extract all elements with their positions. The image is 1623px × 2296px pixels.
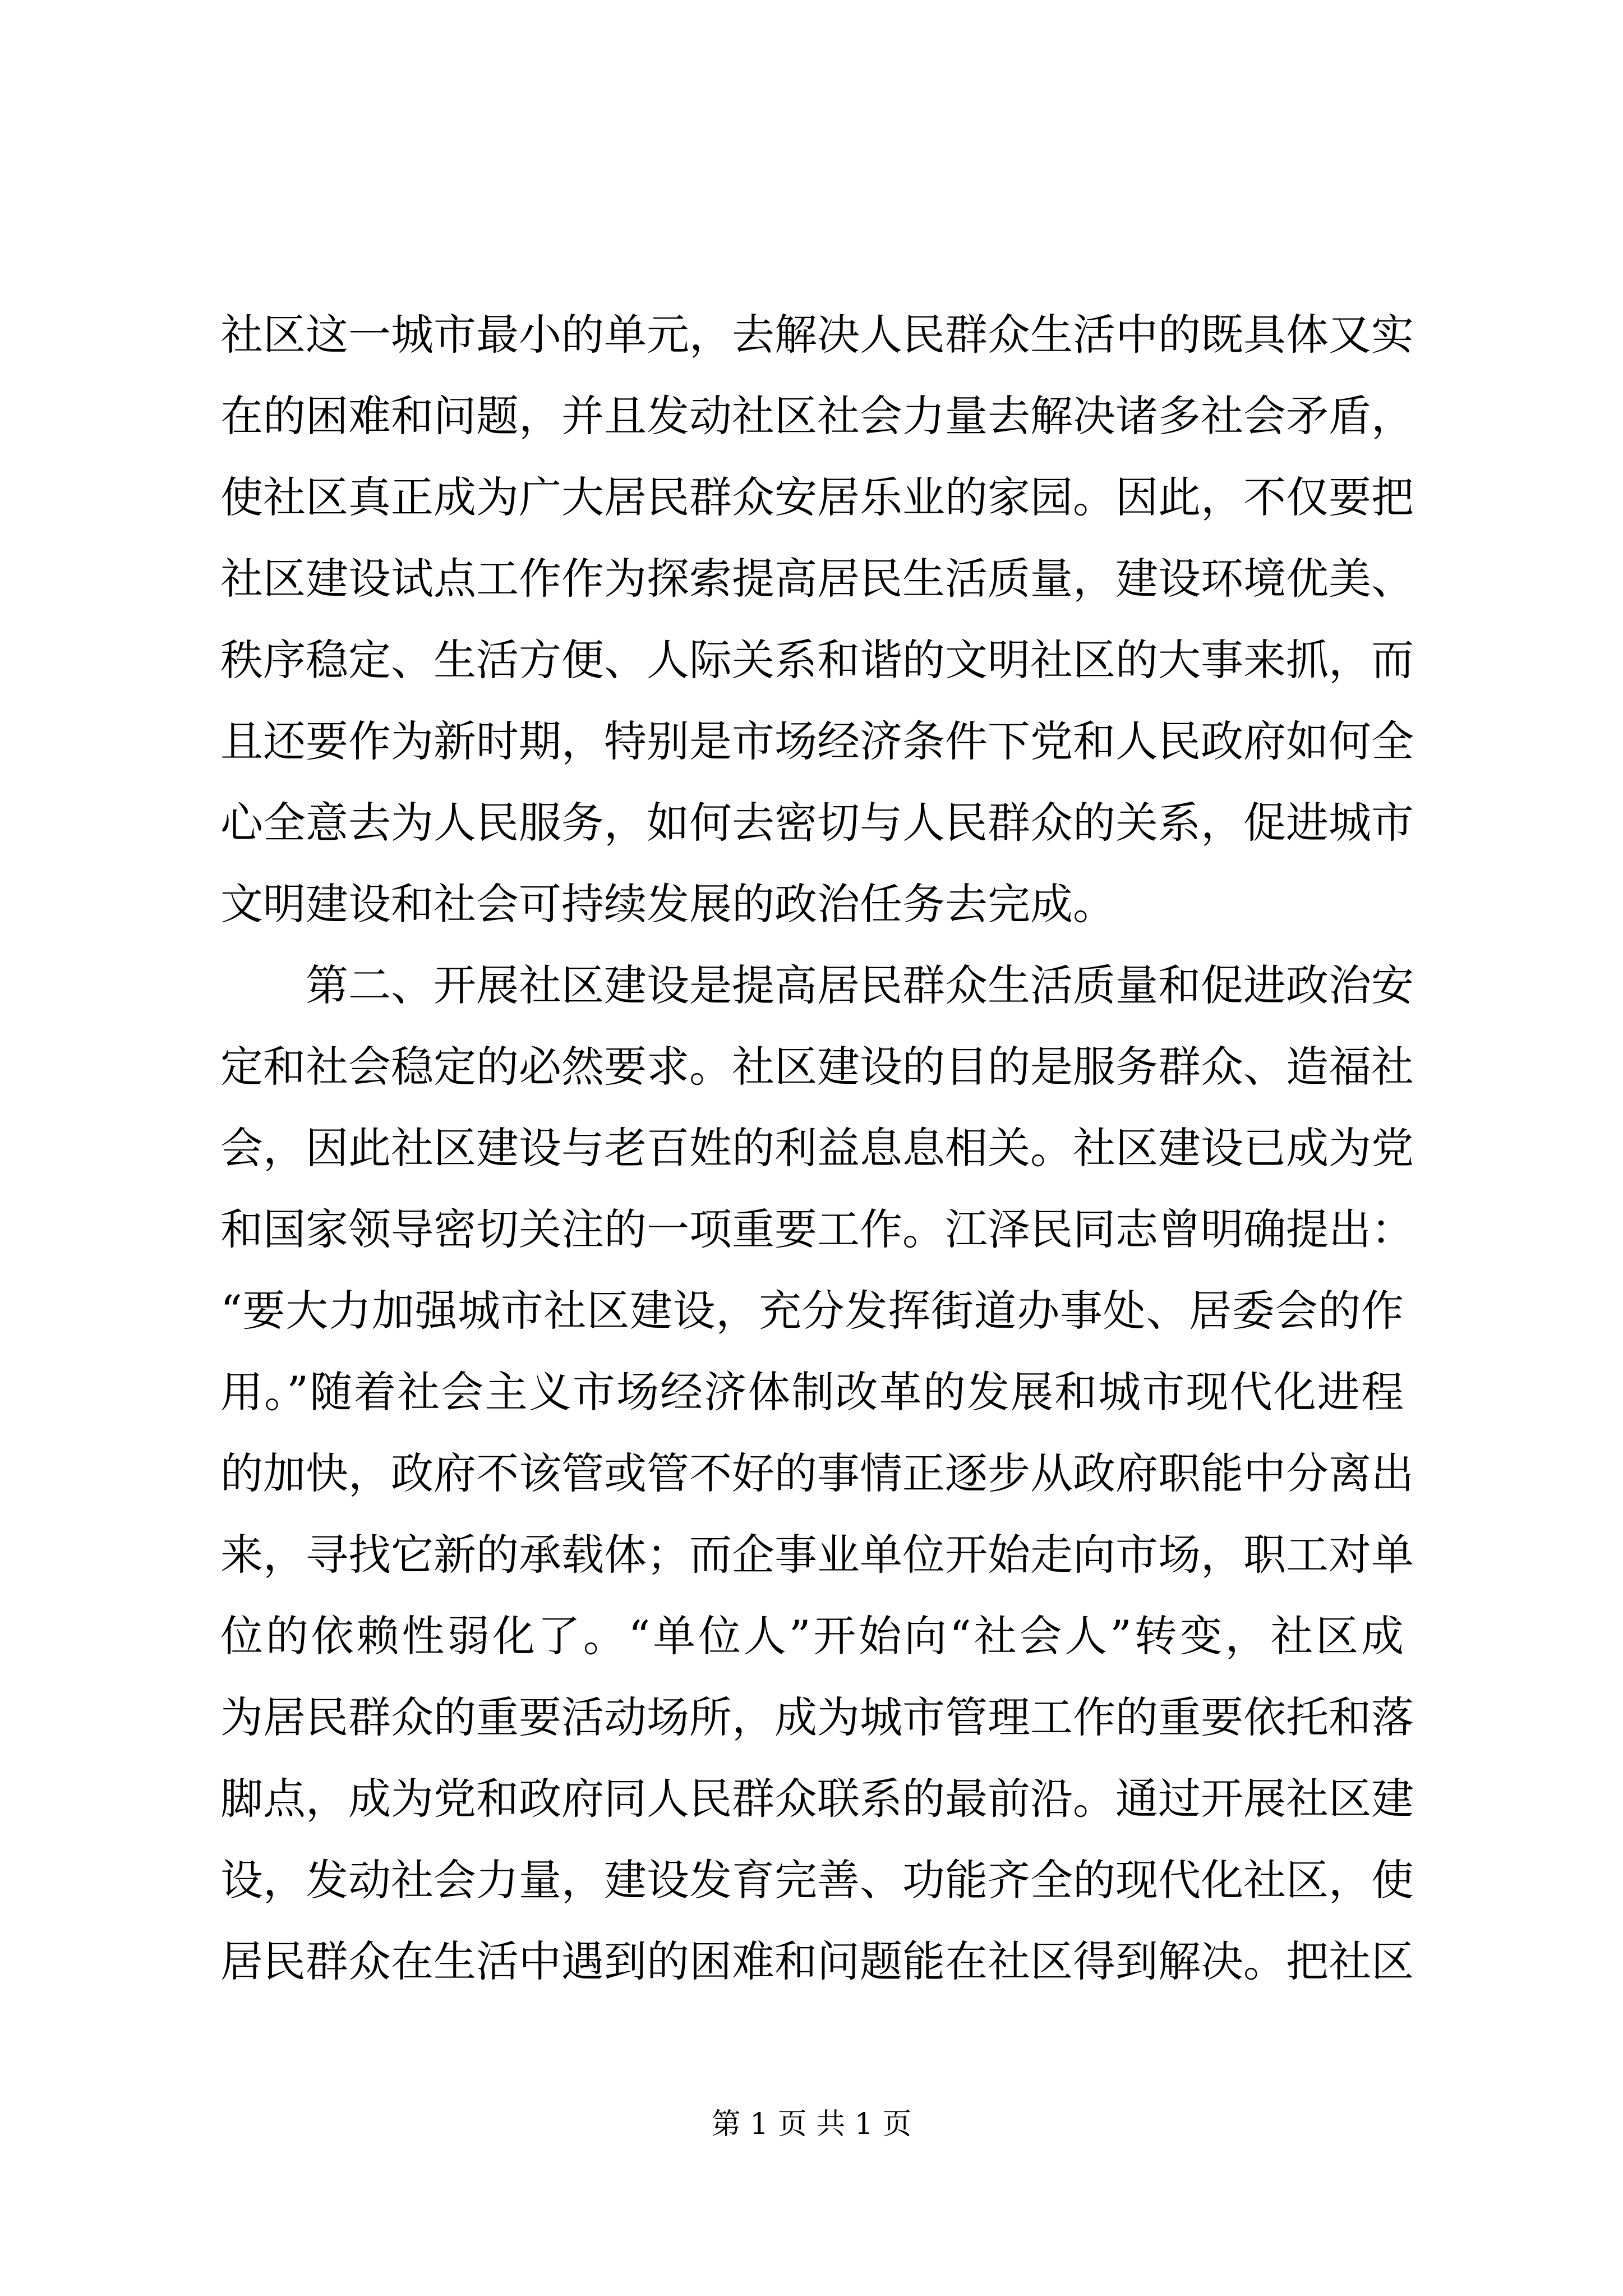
text-line: 为居民群众的重要活动场所，成为城市管理工作的重要依托和落 bbox=[220, 1692, 1414, 1742]
text-line: “要大力加强城市社区建设，充分发挥街道办事处、居委会的作 bbox=[220, 1286, 1404, 1336]
text-line: 会，因此社区建设与老百姓的利益息息相关。社区建设已成为党 bbox=[220, 1123, 1414, 1173]
text-line: 使社区真正成为广大居民群众安居乐业的家园。因此，不仅要把 bbox=[220, 472, 1414, 522]
text-line: 设，发动社会力量，建设发育完善、功能齐全的现代化社区，使 bbox=[220, 1855, 1414, 1905]
text-line: 在的困难和问题，并且发动社区社会力量去解决诸多社会矛盾， bbox=[220, 391, 1414, 441]
text-line: 脚点，成为党和政府同人民群众联系的最前沿。通过开展社区建 bbox=[220, 1774, 1414, 1824]
text-line: 心全意去为人民服务，如何去密切与人民群众的关系，促进城市 bbox=[220, 798, 1414, 848]
text-line: 的加快，政府不该管或管不好的事情正逐步从政府职能中分离出 bbox=[220, 1448, 1414, 1498]
text-line: 文明建设和社会可持续发展的政治任务去完成。 bbox=[220, 879, 1115, 929]
page-number-footer: 第 1 页 共 1 页 bbox=[711, 2108, 912, 2141]
body-text bbox=[220, 294, 1414, 2002]
text-line: 居民群众在生活中遇到的困难和问题能在社区得到解决。把社区 bbox=[220, 1936, 1414, 1986]
text-line: 第二、开展社区建设是提高居民群众生活质量和促进政治安 bbox=[220, 960, 1414, 1010]
text-line: 位的依赖性弱化了。“单位人”开始向“社会人”转变，社区成 bbox=[220, 1611, 1404, 1661]
text-line: 且还要作为新时期，特别是市场经济条件下党和人民政府如何全 bbox=[220, 716, 1414, 766]
text-line: 社区建设试点工作作为探索提高居民生活质量，建设环境优美、 bbox=[220, 554, 1414, 604]
text-line: 来，寻找它新的承载体；而企事业单位开始走向市场，职工对单 bbox=[220, 1530, 1414, 1580]
text-line: 秩序稳定、生活方便、人际关系和谐的文明社区的大事来抓，而 bbox=[220, 635, 1414, 685]
text-line: 和国家领导密切关注的一项重要工作。江泽民同志曾明确提出： bbox=[220, 1204, 1414, 1254]
text-line: 社区这一城市最小的单元，去解决人民群众生活中的既具体又实 bbox=[220, 310, 1414, 360]
text-line: 用。”随着社会主义市场经济体制改革的发展和城市现代化进程 bbox=[220, 1367, 1404, 1417]
text-line: 定和社会稳定的必然要求。社区建设的目的是服务群众、造福社 bbox=[220, 1042, 1414, 1092]
